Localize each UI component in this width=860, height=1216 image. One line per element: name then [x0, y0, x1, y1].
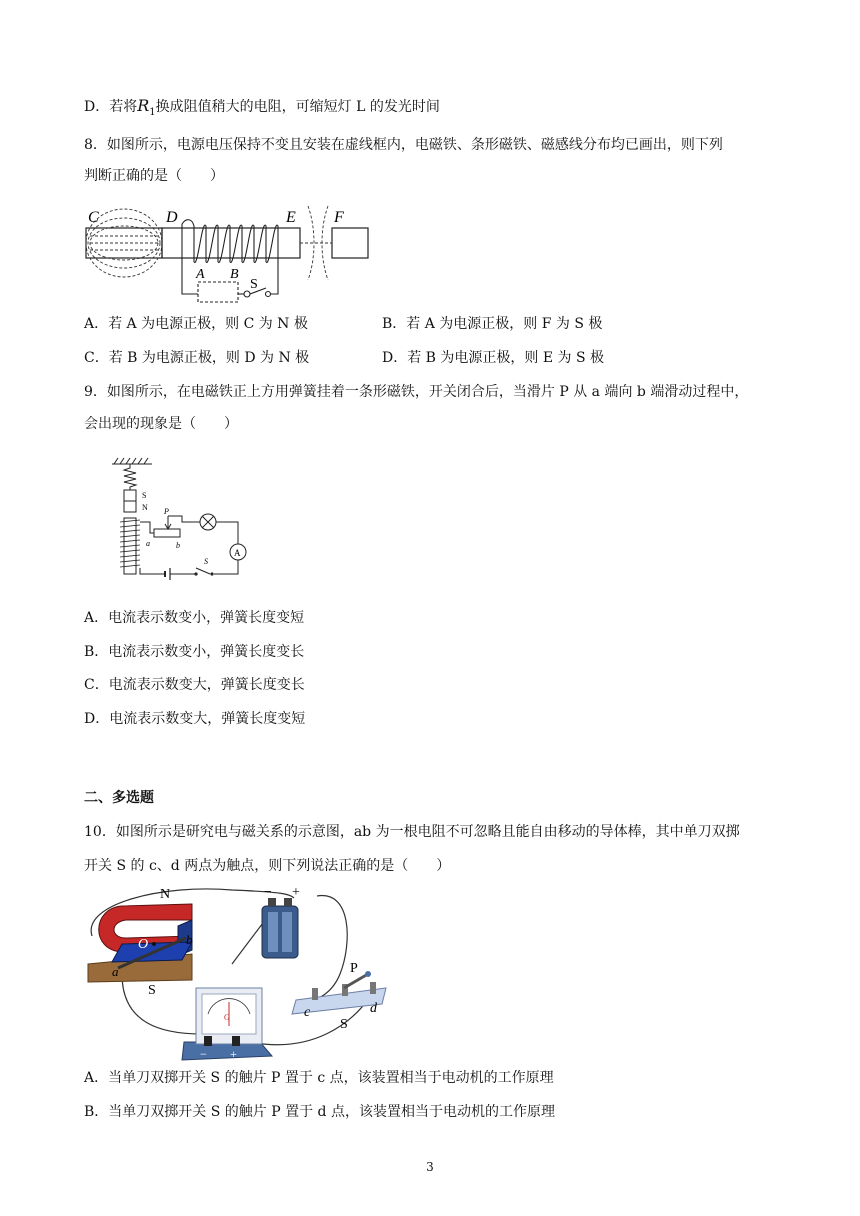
q9-option-b: B．电流表示数变小，弹簧长度变长 [84, 644, 305, 660]
label-meter-minus: − [200, 1047, 207, 1061]
iron-core [162, 228, 300, 258]
q9-option-a: A．电流表示数变小，弹簧长度变短 [84, 610, 305, 626]
q8-stem-line1: 8．如图所示，电源电压保持不变且安装在虚线框内，电磁铁、条形磁铁、磁感线分布均已画出，则下列 [84, 137, 723, 153]
q8-option-c: C．若 B 为电源正极，则 D 为 N 极 [84, 350, 310, 366]
field-lines-ef [300, 206, 332, 280]
q7-option-d [84, 96, 440, 123]
label-s: S [250, 277, 258, 292]
q8-figure [82, 198, 372, 308]
battery-icon [262, 898, 298, 958]
label-a-end: a [112, 964, 119, 979]
q9-option-d: D．电流表示数变大，弹簧长度变短 [84, 711, 306, 727]
label-ammeter: A [234, 548, 241, 558]
q10-stem-line2: 开关 S 的 c、d 两点为触点，则下列说法正确的是（ ） [84, 858, 451, 874]
label-b-end: b [176, 541, 180, 550]
label-a-end: a [146, 539, 150, 548]
q7-option-d-prefix: D．若将 [84, 99, 138, 115]
label-o: O [138, 937, 149, 952]
label-p: P [350, 961, 358, 976]
q10-option-a: A．当单刀双掷开关 S 的触片 P 置于 c 点，该装置相当于电动机的工作原理 [84, 1070, 554, 1086]
q9-option-c: C．电流表示数变大，弹簧长度变长 [84, 677, 305, 693]
q8-stem-line2: 判断正确的是（ ） [84, 168, 224, 184]
q9-stem-line1: 9．如图所示，在电磁铁正上方用弹簧挂着一条形磁铁，开关闭合后，当滑片 P 从 a 端向 b 端滑动过程中， [84, 384, 749, 400]
label-n-pole: N [142, 503, 148, 512]
q9-stem-line2: 会出现的现象是（ ） [84, 416, 238, 432]
label-b-end: b [186, 932, 193, 947]
electromagnet-coil [120, 520, 140, 567]
label-e: E [286, 209, 296, 226]
section-title: 二、多选题 [84, 790, 154, 806]
q8-option-d: D．若 B 为电源正极，则 E 为 S 极 [382, 350, 605, 366]
q10-option-b: B．当单刀双掷开关 S 的触片 P 置于 d 点，该装置相当于电动机的工作原理 [84, 1104, 555, 1120]
q10-stem-line1: 10．如图所示是研究电与磁关系的示意图，ab 为一根电阻不可忽略且能自由移动的导体棒，其中单刀双掷 [84, 824, 740, 840]
label-a: A [196, 267, 205, 282]
q8-option-a: A．若 A 为电源正极，则 C 为 N 极 [84, 316, 308, 332]
label-c: C [88, 209, 99, 226]
label-battery-minus: − [264, 885, 272, 900]
magnet-f [332, 228, 368, 258]
label-n-pole: N [160, 887, 171, 902]
label-d: D [166, 209, 178, 226]
label-b: B [230, 267, 239, 282]
spring [124, 464, 136, 490]
label-switch-s: S [204, 557, 208, 566]
page-number: 3 [426, 1160, 434, 1174]
label-switch-s: S [340, 1017, 348, 1032]
q10-figure [82, 884, 392, 1064]
q7-option-d-suffix: 换成阻值稍大的电阻，可缩短灯 L 的发光时间 [155, 99, 440, 115]
label-f: F [334, 209, 344, 226]
variable-subscript: 1 [149, 106, 156, 118]
label-s-pole: S [142, 491, 147, 500]
variable-r: R [137, 96, 150, 115]
q8-option-b: B．若 A 为电源正极，则 F 为 S 极 [382, 316, 603, 332]
rheostat [154, 529, 180, 537]
label-meter-plus: + [230, 1047, 237, 1061]
label-p: P [164, 507, 169, 516]
galvanometer-icon [182, 988, 272, 1060]
label-c: c [304, 1005, 311, 1020]
power-box [198, 282, 238, 302]
q9-figure [110, 456, 260, 586]
label-d: d [370, 1001, 377, 1016]
label-s-pole: S [148, 983, 156, 998]
label-g: G [224, 1013, 230, 1022]
label-battery-plus: + [292, 885, 300, 900]
ceiling [112, 458, 152, 464]
